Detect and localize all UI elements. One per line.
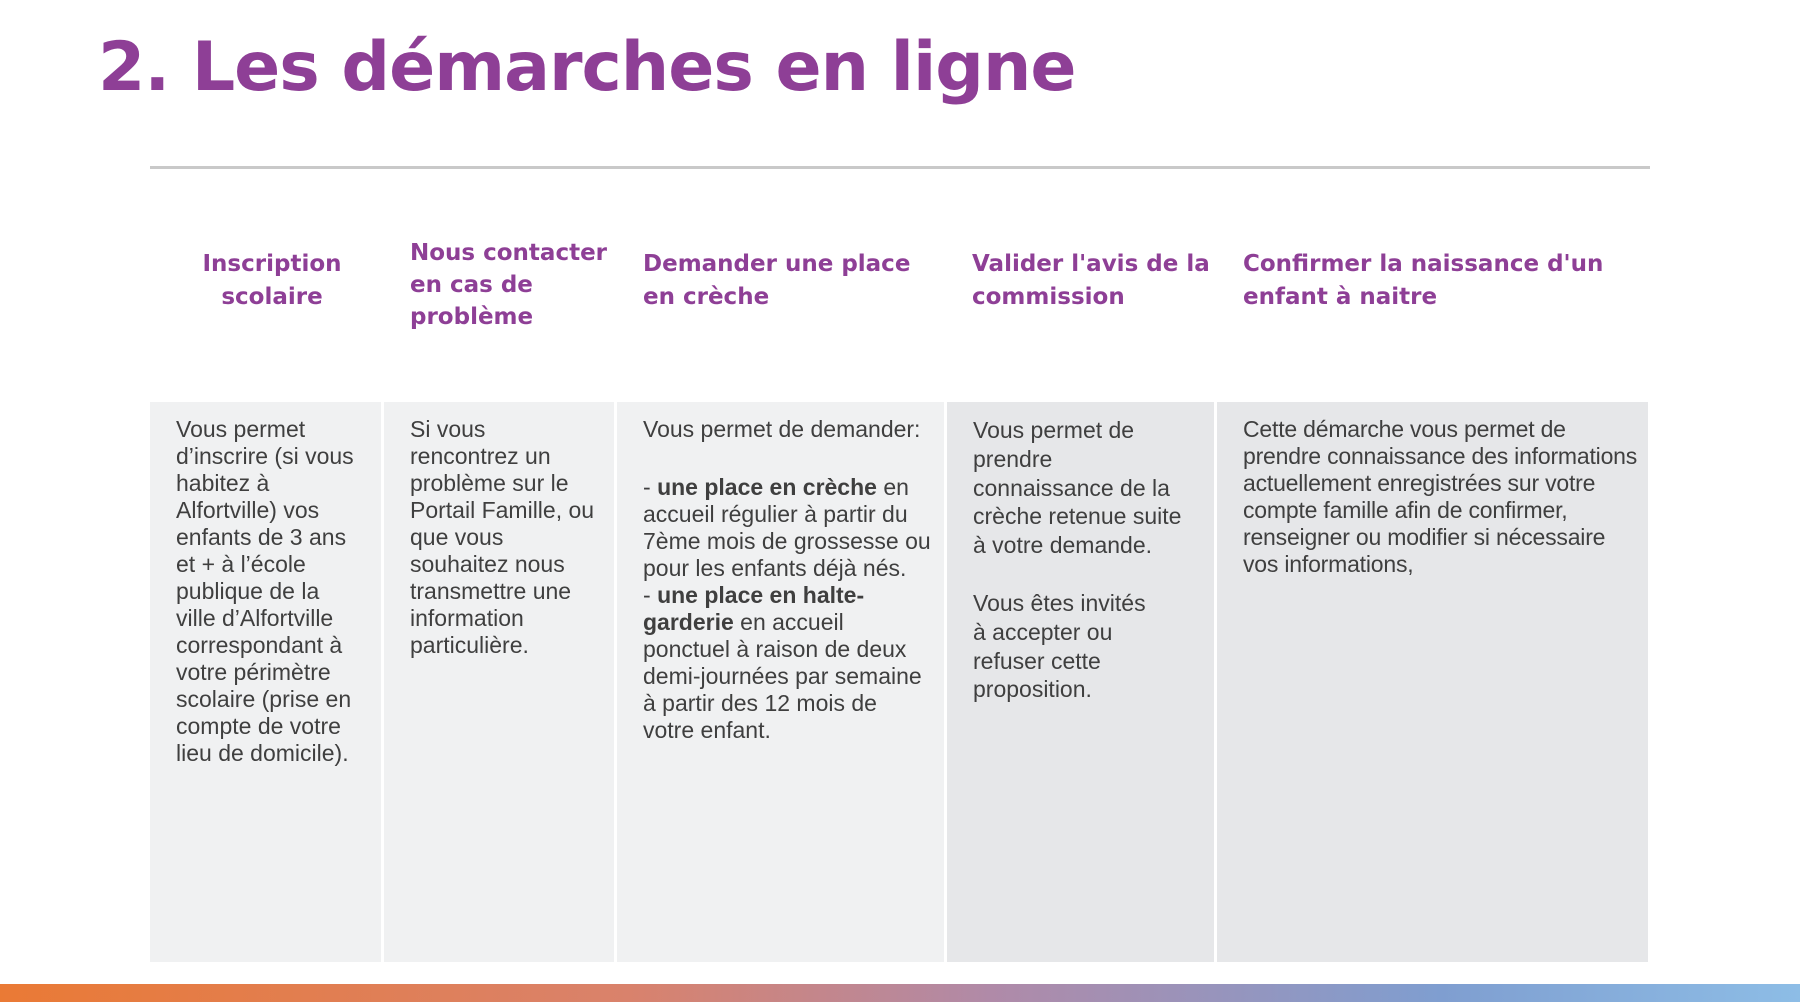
column-cell-inscription [150,402,381,962]
column-header-creche: Demander une place en crèche [643,251,911,310]
list-item-creche-reguliere [643,474,934,582]
slide-title: 2. Les démarches en ligne [98,28,1076,107]
list-item-text: en accueil régulier à partir du 7ème mois de grossesse ou pour les enfants déjà nés. [643,474,931,581]
list-item-bold: une place en crèche [657,474,877,500]
spacer [643,443,934,474]
column-cell-naissance [1217,402,1648,962]
column-text-naissance: Cette démarche vous permet de prendre connaissance des informations actuellement enregistrées sur votre compte famille afin de confirmer, renseigner ou modifier si nécessaire vos informations, [1243,416,1638,577]
column-header-contact: Nous contacter en cas de problème [410,240,608,330]
bottom-gradient-bar [0,984,1800,1002]
column-intro-creche: Vous permet de demander: [643,416,921,442]
column-header-inscription: Inscription scolaire [202,251,342,310]
column-text-commission-1: Vous permet de prendre connaissance de la crèche retenue suite à votre demande. [973,417,1182,559]
title-divider [150,166,1650,169]
list-item-halte-garderie [643,582,934,744]
column-text-commission-2: Vous êtes invités à accepter ou refuser cette proposition. [973,589,1146,703]
column-text-contact: Si vous rencontrez un problème sur le Portail Famille, ou que vous souhaitez nous transmettre une information particulière. [410,416,595,658]
column-header-naissance: Confirmer la naissance d'un enfant à naitre [1243,251,1604,310]
column-header-commission: Valider l'avis de la commission [972,251,1210,310]
column-cell-commission [947,402,1214,962]
column-cell-contact [384,402,614,962]
spacer [973,560,1194,589]
list-item-text: en accueil ponctuel à raison de deux demi-journées par semaine à partir des 12 mois de votre enfant. [643,609,922,743]
column-cell-creche [617,402,944,962]
list-dash: - [643,474,658,500]
list-item-bold: une place en halte-garderie [643,582,865,635]
list-dash: - [643,582,658,608]
column-text-inscription: Vous permet d’inscrire (si vous habitez à Alfortville) vos enfants de 3 ans et + à l’école publique de la ville d’Alfortville correspondant à votre périmètre scolaire (prise en compte de votre lieu de domicile). [176,416,354,766]
